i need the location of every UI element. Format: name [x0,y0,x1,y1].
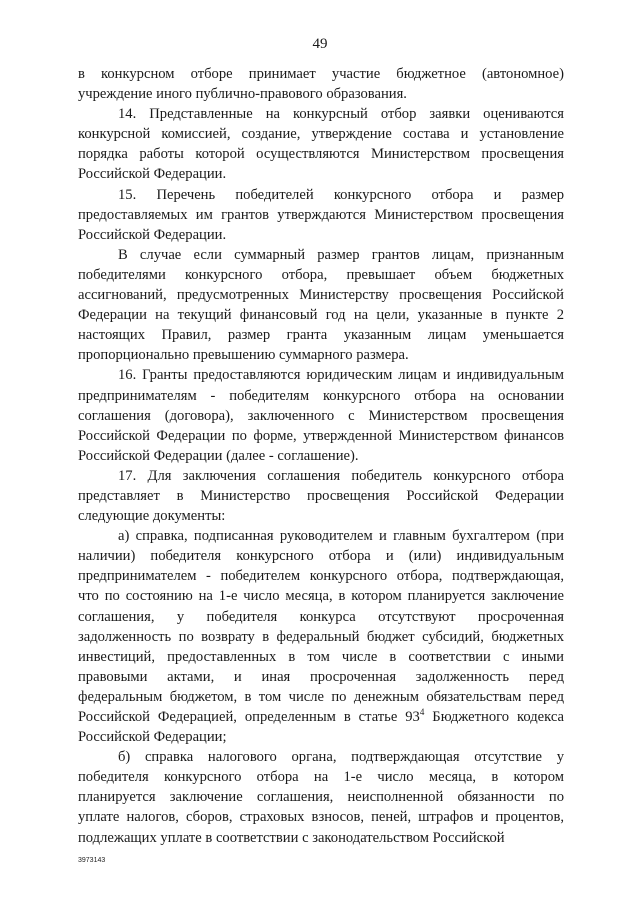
text-line: предоставляемых им грантов утверждаются Министерством просвещения [78,206,564,223]
article-superscript: 4 [419,707,425,717]
text-line: Федерации на текущий финансовый год на цели, указанные в пункте 2 [78,307,564,324]
paragraph [78,365,564,465]
text-line: Российской Федерации; [78,729,227,746]
text-line: порядка работы которой осуществляются Министерством просвещения [78,146,564,163]
text-line: 15. Перечень победителей конкурсного отбора и размер [118,186,564,203]
text-line: настоящих Правил, размер гранта указанным лицам уменьшается [78,327,564,344]
text-line: представляет в Министерство просвещения Российской Федерации [78,487,564,504]
text-line: наличии) победителя конкурсного отбора и (или) индивидуальным [78,548,564,565]
text-line: победителя конкурсного отбора на 1-е число месяца, в котором [78,769,564,786]
text-line: в конкурсном отборе принимает участие бюджетное (автономное) [78,66,564,82]
text-line: Российской Федерации. [78,166,227,183]
text-line: соглашения, у победителя конкурса отсутствуют просроченная [78,608,564,625]
text-line: что по состоянию на 1-е число месяца, в котором планируется заключение [78,588,564,605]
text-line: федеральным бюджетом, в том числе по денежным обязательствам перед [78,688,564,705]
text-line: Российской Федерации по форме, утвержденной Министерством финансов [78,427,564,444]
paragraph [78,466,564,526]
text-line: 16. Гранты предоставляются юридическим лицам и индивидуальным [118,367,564,384]
page-number: 49 [312,36,328,52]
text-line: инвестиций, предоставленных в том числе в соответствии с иными [78,648,564,665]
text-line: победителями конкурсного отбора, превышает объем бюджетных [78,266,564,283]
paragraph [78,185,564,245]
document-code: 3973143 [78,857,106,864]
text-line: В случае если суммарный размер грантов лицам, признанным [118,246,564,263]
text-line: следующие документы: [78,508,226,525]
text-line: предпринимателем - победителем конкурсного отбора, подтверждающая, [78,568,564,585]
text-line: предпринимателям - победителям конкурсного отбора на основании [78,387,564,404]
text-line: конкурсной комиссией, создание, утверждение состава и установление [78,126,564,143]
text-line: ассигнований, предусмотренных Министерству просвещения Российской [78,287,564,304]
text-line: планируется заключение соглашения, неисполненной обязанности по [78,789,564,806]
text-line: Российской Федерации (далее - соглашение). [78,447,359,464]
text-line: Российской Федерации. [78,226,227,243]
text-line: учреждение иного публично-правового образования. [78,86,407,103]
text-line: задолженность по возврату в федеральный бюджет субсидий, бюджетных [78,628,564,645]
text-line-tail: Бюджетного кодекса [424,709,564,725]
text-line: подлежащих уплате в соответствии с законодательством Российской [78,829,505,846]
text-line: Российской Федерацией, определенным в статье $93^4$ Бюджетного кодекса [78,707,564,725]
text-line: 14. Представленные на конкурсный отбор заявки оцениваются [118,106,564,123]
paragraph [78,245,564,366]
text-line: а) справка, подписанная руководителем и главным бухгалтером (при [118,528,564,545]
paragraph [78,526,564,747]
text-line: правовыми актами, и иная просроченная задолженность перед [78,668,564,685]
text-line: соглашения (договора), заключенного с Министерством просвещения [78,407,564,424]
document-body [78,64,564,848]
paragraph [78,104,564,184]
text-line: пропорционально превышению суммарного размера. [78,347,409,364]
text-line: уплате налогов, сборов, страховых взносов, пеней, штрафов и процентов, [78,809,564,826]
paragraph [78,64,564,104]
text-line: б) справка налогового органа, подтверждающая отсутствие у [118,749,564,766]
text-line: 17. Для заключения соглашения победитель конкурсного отбора [118,467,564,484]
paragraph [78,747,564,847]
